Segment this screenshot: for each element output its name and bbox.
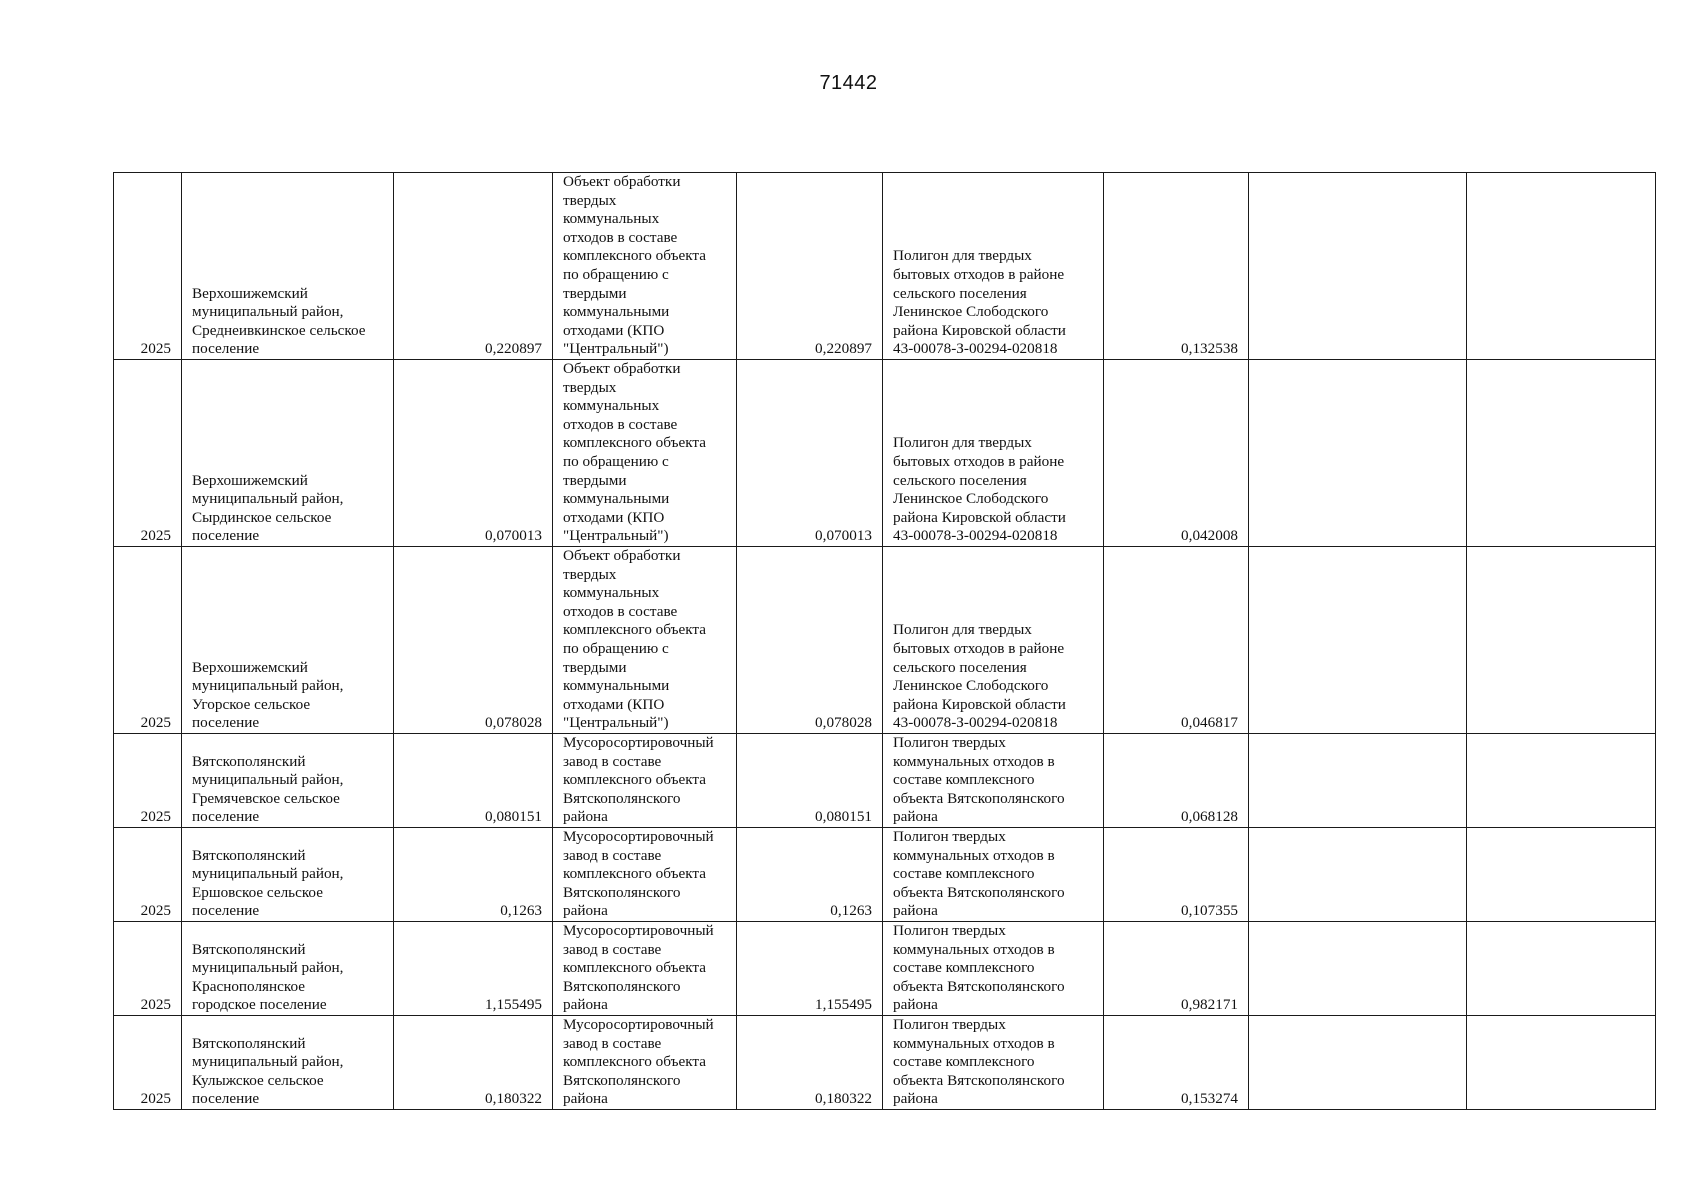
territory-line: Вятскополянский	[192, 940, 306, 958]
disposal-cell	[883, 922, 1104, 1016]
territory-line: Среднеивкинское сельское	[192, 321, 366, 339]
facility-volume-cell: 1,155495	[737, 922, 883, 1016]
year-cell: 2025	[114, 734, 182, 828]
facility-line: Вятскополянского	[563, 977, 681, 995]
facility-line: "Центральный")	[563, 527, 669, 545]
table-row	[114, 360, 1656, 547]
territory-line: Вятскополянский	[192, 752, 306, 770]
facility-cell	[553, 1016, 737, 1110]
facility-line: по обращению с	[563, 453, 669, 471]
territory-line: Угорское сельское	[192, 695, 311, 713]
facility-line: завод в составе	[563, 752, 662, 770]
territory-line: Кулыжское сельское	[192, 1071, 324, 1089]
facility-line: комплексного объекта	[563, 1053, 706, 1071]
territory-line: Верхошижемский	[192, 658, 308, 676]
facility-line: "Центральный")	[563, 340, 669, 358]
facility-line: отходов в составе	[563, 602, 678, 620]
disposal-line: составе комплексного	[893, 1053, 1035, 1071]
disposal-line: района Кировской области	[893, 508, 1066, 526]
table-row	[114, 1016, 1656, 1110]
facility-line: твердых	[563, 378, 617, 396]
disposal-line: района	[893, 996, 938, 1014]
disposal-line: коммунальных отходов в	[893, 846, 1055, 864]
territory-cell	[182, 828, 394, 922]
table-row	[114, 922, 1656, 1016]
territory-line: поселение	[192, 527, 260, 545]
facility-line: твердыми	[563, 471, 627, 489]
facility-line: твердых	[563, 565, 617, 583]
disposal-volume-cell: 0,046817	[1104, 547, 1249, 734]
facility-line: Мусоросортировочный	[563, 922, 714, 940]
disposal-cell	[883, 1016, 1104, 1110]
facility-line: отходами (КПО	[563, 508, 665, 526]
territory-line: Верхошижемский	[192, 284, 308, 302]
year-cell: 2025	[114, 547, 182, 734]
table-row	[114, 734, 1656, 828]
territory-cell	[182, 922, 394, 1016]
disposal-line: Ленинское Слободского	[893, 490, 1049, 508]
territory-line: Ершовское сельское	[192, 883, 323, 901]
disposal-cell	[883, 828, 1104, 922]
disposal-line: составе комплексного	[893, 959, 1035, 977]
disposal-volume-cell: 0,153274	[1104, 1016, 1249, 1110]
facility-volume-cell: 0,078028	[737, 547, 883, 734]
facility-line: комплексного объекта	[563, 865, 706, 883]
disposal-cell	[883, 173, 1104, 360]
facility-cell	[553, 360, 737, 547]
empty-cell	[1467, 828, 1656, 922]
volume-cell: 1,155495	[394, 922, 553, 1016]
disposal-line: объекта Вятскополянского	[893, 789, 1065, 807]
empty-cell	[1249, 828, 1467, 922]
territory-line: городское поселение	[192, 996, 327, 1014]
facility-line: района	[563, 902, 608, 920]
disposal-line: составе комплексного	[893, 865, 1035, 883]
disposal-line: коммунальных отходов в	[893, 1034, 1055, 1052]
territory-cell	[182, 173, 394, 360]
disposal-line: объекта Вятскополянского	[893, 977, 1065, 995]
disposal-line: сельского поселения	[893, 658, 1027, 676]
facility-volume-cell: 0,1263	[737, 828, 883, 922]
disposal-line: района	[893, 808, 938, 826]
disposal-line: 43-00078-З-00294-020818	[893, 714, 1058, 732]
empty-cell	[1467, 360, 1656, 547]
disposal-line: коммунальных отходов в	[893, 752, 1055, 770]
territory-line: поселение	[192, 1090, 260, 1108]
disposal-line: коммунальных отходов в	[893, 940, 1055, 958]
facility-line: района	[563, 996, 608, 1014]
table-row	[114, 173, 1656, 360]
territory-line: Вятскополянский	[192, 1034, 306, 1052]
facility-cell	[553, 547, 737, 734]
volume-cell: 0,220897	[394, 173, 553, 360]
disposal-line: объекта Вятскополянского	[893, 1071, 1065, 1089]
disposal-line: Полигон твердых	[893, 828, 1006, 846]
territory-line: поселение	[192, 340, 260, 358]
facility-line: комплексного объекта	[563, 959, 706, 977]
volume-cell: 0,078028	[394, 547, 553, 734]
disposal-line: Полигон твердых	[893, 734, 1006, 752]
facility-line: коммунальных	[563, 584, 660, 602]
disposal-line: Полигон твердых	[893, 922, 1006, 940]
page-number: 71442	[819, 72, 878, 94]
territory-line: Вятскополянский	[192, 846, 306, 864]
empty-cell	[1249, 734, 1467, 828]
disposal-volume-cell: 0,068128	[1104, 734, 1249, 828]
volume-cell: 0,070013	[394, 360, 553, 547]
disposal-line: Полигон для твердых	[893, 247, 1032, 265]
empty-cell	[1467, 1016, 1656, 1110]
facility-volume-cell: 0,070013	[737, 360, 883, 547]
territory-line: поселение	[192, 902, 260, 920]
empty-cell	[1467, 734, 1656, 828]
empty-cell	[1249, 360, 1467, 547]
disposal-line: бытовых отходов в районе	[893, 640, 1065, 658]
facility-line: Объект обработки	[563, 173, 681, 191]
facility-line: комплексного объекта	[563, 771, 706, 789]
disposal-line: 43-00078-З-00294-020818	[893, 340, 1058, 358]
territory-line: муниципальный район,	[192, 865, 344, 883]
facility-line: Объект обработки	[563, 360, 681, 378]
facility-line: Мусоросортировочный	[563, 1016, 714, 1034]
facility-line: отходов в составе	[563, 415, 678, 433]
year-cell: 2025	[114, 173, 182, 360]
disposal-volume-cell: 0,042008	[1104, 360, 1249, 547]
facility-volume-cell: 0,080151	[737, 734, 883, 828]
disposal-line: 43-00078-З-00294-020818	[893, 527, 1058, 545]
volume-cell: 0,180322	[394, 1016, 553, 1110]
territory-line: муниципальный район,	[192, 677, 344, 695]
disposal-line: Полигон твердых	[893, 1016, 1006, 1034]
facility-line: по обращению с	[563, 640, 669, 658]
territory-line: муниципальный район,	[192, 303, 344, 321]
facility-volume-cell: 0,180322	[737, 1016, 883, 1110]
facility-line: Вятскополянского	[563, 1071, 681, 1089]
facility-cell	[553, 734, 737, 828]
disposal-volume-cell: 0,132538	[1104, 173, 1249, 360]
facility-line: твердыми	[563, 284, 627, 302]
territory-line: муниципальный район,	[192, 490, 344, 508]
facility-line: коммунальными	[563, 490, 670, 508]
facility-line: коммунальных	[563, 210, 660, 228]
territory-line: муниципальный район,	[192, 959, 344, 977]
year-cell: 2025	[114, 922, 182, 1016]
facility-line: "Центральный")	[563, 714, 669, 732]
disposal-line: Ленинское Слободского	[893, 303, 1049, 321]
facility-cell	[553, 173, 737, 360]
facility-line: отходов в составе	[563, 228, 678, 246]
empty-cell	[1249, 173, 1467, 360]
empty-cell	[1249, 547, 1467, 734]
volume-cell: 0,080151	[394, 734, 553, 828]
disposal-line: объекта Вятскополянского	[893, 883, 1065, 901]
empty-cell	[1249, 922, 1467, 1016]
disposal-volume-cell: 0,982171	[1104, 922, 1249, 1016]
table-body	[114, 173, 1656, 1110]
empty-cell	[1467, 922, 1656, 1016]
territory-line: Краснополянское	[192, 977, 306, 995]
territory-cell	[182, 547, 394, 734]
facility-line: завод в составе	[563, 846, 662, 864]
territory-line: муниципальный район,	[192, 771, 344, 789]
disposal-line: района	[893, 1090, 938, 1108]
facility-line: отходами (КПО	[563, 321, 665, 339]
facility-line: твердых	[563, 191, 617, 209]
facility-line: коммунальных	[563, 397, 660, 415]
disposal-line: Полигон для твердых	[893, 434, 1032, 452]
facility-line: комплексного объекта	[563, 621, 706, 639]
empty-cell	[1467, 173, 1656, 360]
disposal-cell	[883, 734, 1104, 828]
disposal-line: сельского поселения	[893, 284, 1027, 302]
facility-line: Вятскополянского	[563, 883, 681, 901]
territory-line: Сырдинское сельское	[192, 508, 332, 526]
disposal-line: района Кировской области	[893, 695, 1066, 713]
territory-cell	[182, 360, 394, 547]
facility-line: завод в составе	[563, 1034, 662, 1052]
facility-line: Мусоросортировочный	[563, 828, 714, 846]
territory-line: поселение	[192, 714, 260, 732]
empty-cell	[1249, 1016, 1467, 1110]
disposal-line: района	[893, 902, 938, 920]
year-cell: 2025	[114, 360, 182, 547]
disposal-line: бытовых отходов в районе	[893, 453, 1065, 471]
territory-line: Верхошижемский	[192, 471, 308, 489]
facility-line: района	[563, 1090, 608, 1108]
waste-flow-table	[113, 172, 1656, 1110]
facility-line: Вятскополянского	[563, 789, 681, 807]
facility-line: завод в составе	[563, 940, 662, 958]
disposal-line: Ленинское Слободского	[893, 677, 1049, 695]
territory-line: Гремячевское сельское	[192, 789, 340, 807]
facility-line: Объект обработки	[563, 547, 681, 565]
disposal-cell	[883, 547, 1104, 734]
disposal-line: сельского поселения	[893, 471, 1027, 489]
facility-line: комплексного объекта	[563, 247, 706, 265]
disposal-line: района Кировской области	[893, 321, 1066, 339]
facility-cell	[553, 922, 737, 1016]
territory-line: муниципальный район,	[192, 1053, 344, 1071]
table-row	[114, 547, 1656, 734]
facility-line: коммунальными	[563, 677, 670, 695]
facility-line: района	[563, 808, 608, 826]
disposal-volume-cell: 0,107355	[1104, 828, 1249, 922]
facility-line: твердыми	[563, 658, 627, 676]
territory-line: поселение	[192, 808, 260, 826]
facility-line: отходами (КПО	[563, 695, 665, 713]
territory-cell	[182, 734, 394, 828]
facility-line: коммунальными	[563, 303, 670, 321]
facility-line: по обращению с	[563, 266, 669, 284]
disposal-cell	[883, 360, 1104, 547]
disposal-line: Полигон для твердых	[893, 621, 1032, 639]
facility-volume-cell: 0,220897	[737, 173, 883, 360]
disposal-line: бытовых отходов в районе	[893, 266, 1065, 284]
territory-cell	[182, 1016, 394, 1110]
facility-cell	[553, 828, 737, 922]
year-cell: 2025	[114, 1016, 182, 1110]
year-cell: 2025	[114, 828, 182, 922]
facility-line: Мусоросортировочный	[563, 734, 714, 752]
volume-cell: 0,1263	[394, 828, 553, 922]
table-row	[114, 828, 1656, 922]
empty-cell	[1467, 547, 1656, 734]
facility-line: комплексного объекта	[563, 434, 706, 452]
disposal-line: составе комплексного	[893, 771, 1035, 789]
